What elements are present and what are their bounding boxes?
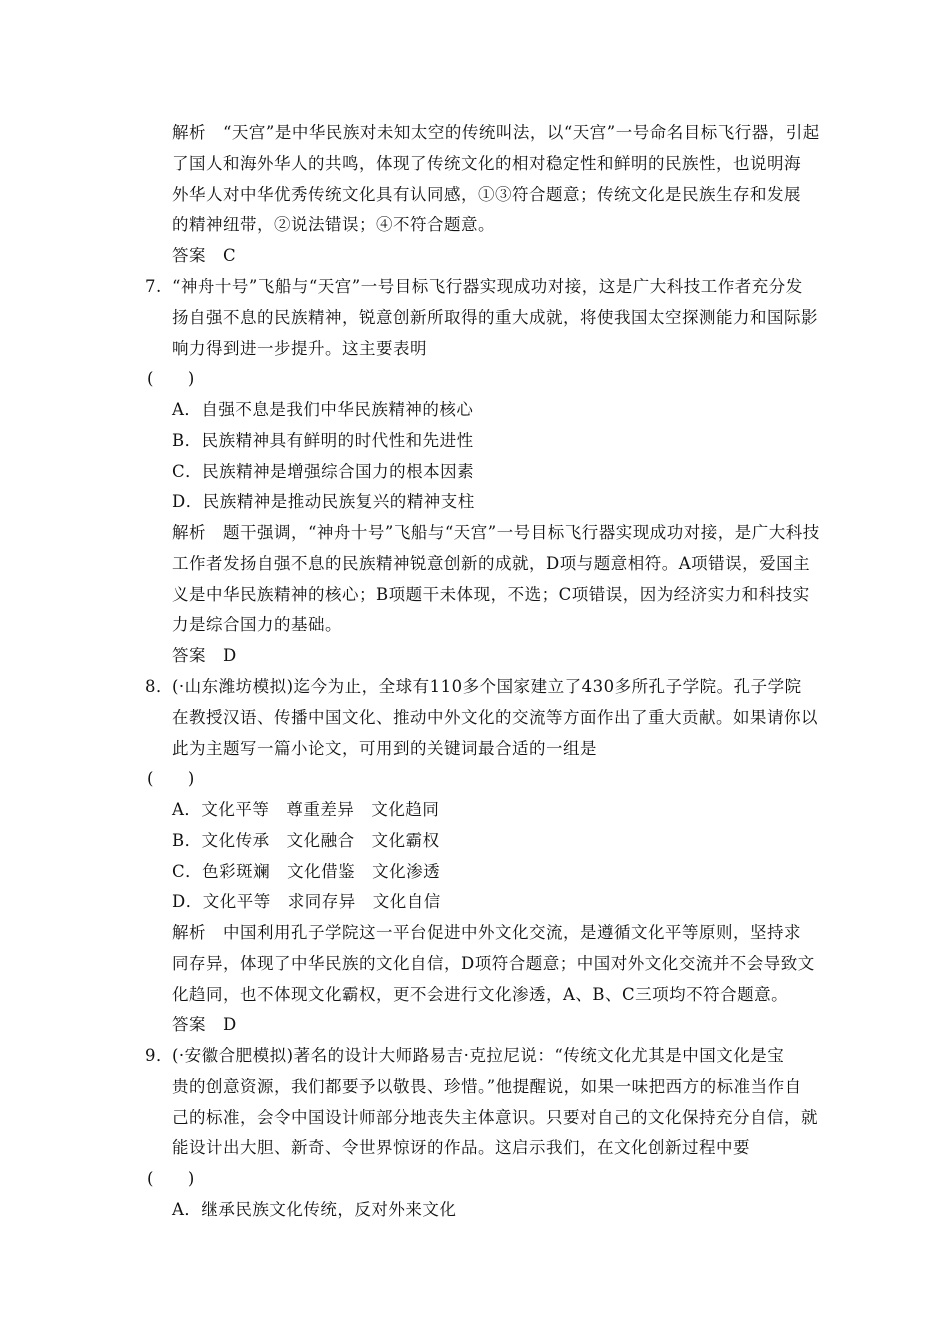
q8-option-b: B．文化传承 文化融合 文化霸权 [172,831,440,850]
q9-answer-paren: ( ) [147,1169,195,1188]
q8-stem-line: 在教授汉语、传播中国文化、推动中外文化的交流等方面作出了重大贡献。如果请你以 [172,708,818,727]
q8-stem-line: 此为主题写一篇小论文，可用到的关键词最合适的一组是 [172,739,597,758]
q7-analysis-line: 工作者发扬自强不息的民族精神锐意创新的成就，D项与题意相符。A项错误，爱国主 [172,554,811,573]
q6-answer: 答案 C [172,246,237,265]
q7-analysis-line: 义是中华民族精神的核心；B项题干未体现，不选；C项错误，因为经济实力和科技实 [172,585,810,604]
q6-analysis-line: 外华人对中华优秀传统文化具有认同感，①③符合题意；传统文化是民族生存和发展 [172,185,801,204]
q8-option-a: A．文化平等 尊重差异 文化趋同 [172,800,440,819]
q7-option-c: C．民族精神是增强综合国力的根本因素 [172,462,475,481]
q9-option-a: A．继承民族文化传统，反对外来文化 [172,1200,457,1219]
q8-answer-paren: ( ) [147,769,195,788]
q7-stem-line: “神舟十号”飞船与“天宫”一号目标飞行器实现成功对接，这是广大科技工作者充分发 [172,277,803,296]
q8-option-d: D．文化平等 求同存异 文化自信 [172,892,441,911]
q7-analysis-line: 解析 题干强调，“神舟十号”飞船与“天宫”一号目标飞行器实现成功对接，是广大科技 [172,523,820,542]
q6-analysis-line: 了国人和海外华人的共鸣，体现了传统文化的相对稳定性和鲜明的民族性，也说明海 [172,154,801,173]
q8-number: 8． [145,677,173,696]
q7-analysis-line: 力是综合国力的基础。 [172,615,342,634]
q7-option-b: B．民族精神具有鲜明的时代性和先进性 [172,431,474,450]
q9-stem-line: (·安徽合肥模拟)著名的设计大师路易吉·克拉尼说：“传统文化尤其是中国文化是宝 [172,1046,785,1065]
q7-stem-line: 响力得到进一步提升。这主要表明 [172,339,427,358]
q8-stem-line: (·山东潍坊模拟)迄今为止，全球有110多个国家建立了430多所孔子学院。孔子学院 [172,677,802,696]
q7-option-a: A．自强不息是我们中华民族精神的核心 [172,400,474,419]
q7-answer-paren: ( ) [147,369,195,388]
q7-stem-line: 扬自强不息的民族精神，锐意创新所取得的重大成就，将使我国太空探测能力和国际影 [172,308,818,327]
q9-stem-line: 能设计出大胆、新奇、令世界惊讶的作品。这启示我们，在文化创新过程中要 [172,1138,750,1157]
q6-analysis-line: 的精神纽带，②说法错误；④不符合题意。 [172,215,495,234]
q7-answer: 答案 D [172,646,237,665]
q6-analysis-line: 解析 “天宫”是中华民族对未知太空的传统叫法，以“天宫”一号命名目标飞行器，引起 [172,123,820,142]
q7-number: 7. [145,277,162,296]
q8-analysis-line: 解析 中国利用孔子学院这一平台促进中外文化交流，是遵循文化平等原则，坚持求 [172,923,801,942]
q9-stem-line: 贵的创意资源，我们都要予以敬畏、珍惜。”他提醒说，如果一味把西方的标准当作自 [172,1077,802,1096]
q8-analysis-line: 化趋同，也不体现文化霸权，更不会进行文化渗透，A、B、C三项均不符合题意。 [172,985,789,1004]
q7-option-d: D．民族精神是推动民族复兴的精神支柱 [172,492,475,511]
q9-number: 9． [145,1046,173,1065]
q8-analysis-line: 同存异，体现了中华民族的文化自信，D项符合题意；中国对外文化交流并不会导致文 [172,954,815,973]
q9-stem-line: 己的标准，会令中国设计师部分地丧失主体意识。只要对自己的文化保持充分自信，就 [172,1108,818,1127]
q8-answer: 答案 D [172,1015,237,1034]
q8-option-c: C．色彩斑斓 文化借鉴 文化渗透 [172,862,441,881]
